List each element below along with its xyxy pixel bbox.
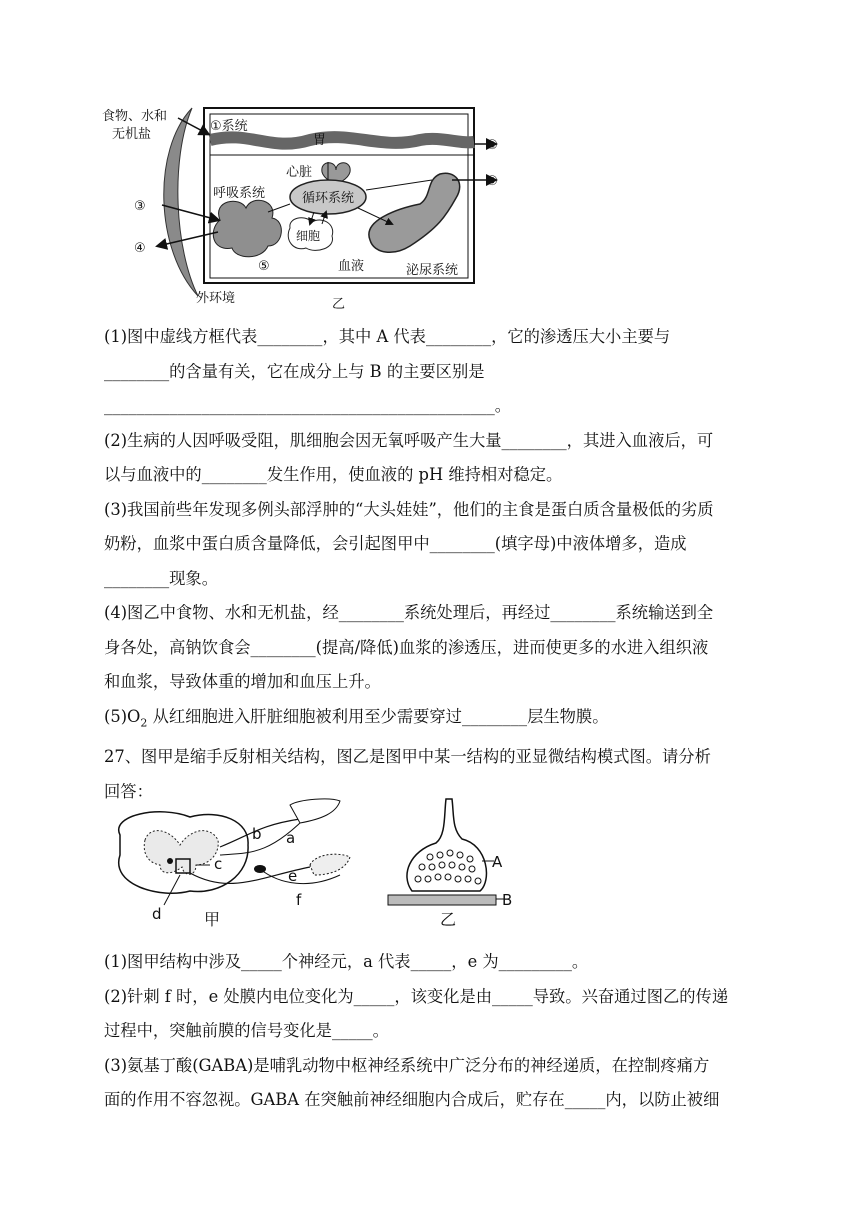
figure-jia-caption: 甲: [204, 910, 221, 929]
q27-line: 面的作用不容忽视。GABA 在突触前神经细胞内合成后，贮存在_____内，以防止被细: [104, 1090, 720, 1109]
q26-line: ________的含量有关，它在成分上与 B 的主要区别是: [104, 361, 485, 381]
q5-prefix: (5)O: [104, 706, 141, 726]
question-26-block: [104, 320, 772, 809]
label-d: d: [152, 905, 162, 923]
q26-line: 以与血液中的________发生作用，使血液的 pH 维持相对稳定。: [104, 465, 563, 484]
label-system1: ①系统: [210, 119, 248, 134]
question-27-block: [104, 945, 772, 1118]
q26-line: ________________________________________________。: [104, 396, 512, 415]
label-A: A: [492, 853, 503, 871]
label-n3: ③: [134, 199, 146, 214]
q27-line: (3)氨基丁酸(GABA)是哺乳动物中枢神经系统中广泛分布的神经递质，在控制疼痛方: [104, 1055, 710, 1075]
internal-environment-diagram: [100, 100, 500, 312]
q27-intro-line: 回答：: [104, 781, 153, 801]
figure-internal-environment: [100, 100, 500, 312]
label-stomach: 胃: [313, 133, 327, 148]
label-n5: ⑤: [258, 259, 270, 274]
q26-line: (4)图乙中食物、水和无机盐，经________系统处理后，再经过________系统输送到全: [104, 603, 714, 622]
q26-line: (3)我国前些年发现多例头部浮肿的“大头娃娃”，他们的主食是蛋白质含量极低的劣质: [104, 499, 714, 519]
q5-suffix: 从红细胞进入肝脏细胞被利用至少需要穿过________层生物膜。: [147, 706, 609, 726]
label-n2: ②: [486, 138, 498, 153]
label-urinary: 泌尿系统: [406, 263, 459, 278]
q26-line: (2)生病的人因呼吸受阻，肌细胞会因无氧呼吸产生大量________，其进入血液后，可: [104, 430, 714, 450]
muscle-shape-f: [310, 854, 350, 875]
label-B: B: [502, 891, 513, 909]
figure-yi-caption: 乙: [332, 297, 346, 312]
label-b: b: [252, 825, 262, 843]
digestive-tract: [210, 137, 474, 144]
postsynaptic-membrane: [388, 895, 496, 905]
figure-yi2-caption: 乙: [440, 910, 457, 929]
label-respiratory: 呼吸系统: [213, 186, 266, 201]
label-a: a: [286, 829, 296, 847]
label-cell: 细胞: [296, 229, 321, 243]
q26-line: ________现象。: [104, 568, 218, 588]
respiratory-cloud: [213, 200, 281, 256]
label-f: f: [296, 891, 302, 909]
q27-line: (1)图甲结构中涉及_____个神经元，a 代表_____，e 为_________。: [104, 952, 589, 971]
skin-shape-a: [290, 799, 340, 823]
q26-line-5: [104, 700, 772, 741]
label-circulatory: 循环系统: [301, 191, 355, 206]
q27-line: (2)针刺 f 时，e 处膜内电位变化为_____，该变化是由_____导致。兴奋通过图乙的传递: [104, 986, 729, 1006]
figure-reflex-row: [100, 795, 530, 935]
q27-line: 过程中，突触前膜的信号变化是_____。: [104, 1021, 389, 1040]
label-heart: 心脏: [286, 165, 313, 180]
q26-line: 身各处，高钠饮食会________(提高/降低)血浆的渗透压，进而使更多的水进入组织液: [104, 637, 709, 657]
label-c: c: [214, 855, 223, 873]
label-n4: ④: [134, 241, 146, 256]
urinary-shape: [369, 173, 460, 252]
external-environment-shape: [164, 108, 198, 296]
q26-line: 和血浆，导致体重的增加和血压上升。: [104, 672, 381, 691]
label-salt: 无机盐: [112, 127, 152, 142]
label-food: 食物、水和: [102, 109, 168, 124]
reflex-diagram: [100, 795, 530, 935]
label-blood: 血液: [338, 259, 365, 274]
label-env: 外环境: [196, 291, 236, 306]
q27-intro-line: 27、图甲是缩手反射相关结构，图乙是图甲中某一结构的亚显微结构模式图。请分析: [104, 747, 711, 767]
q5-subscript: 2: [140, 715, 148, 729]
q26-line: 奶粉，血浆中蛋白质含量降低，会引起图甲中________(填字母)中液体增多，造成: [104, 534, 687, 553]
q26-line: (1)图中虚线方框代表________，其中 A 代表________，它的渗透压大小主要与: [104, 327, 671, 346]
label-n6: ⑥: [486, 174, 498, 189]
label-e: e: [288, 867, 298, 885]
